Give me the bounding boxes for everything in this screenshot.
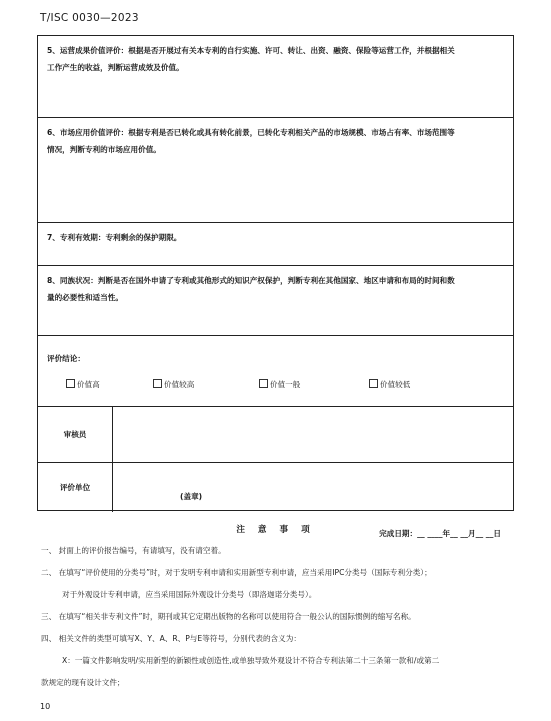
completion-date: 完成日期：__ ____年__ __月__ __日: [379, 529, 501, 538]
option-high-label: 价值高: [77, 380, 100, 389]
option-fairly-high[interactable]: [153, 379, 194, 390]
note-2: 二、 在填写“评价使用的分类号”时，对于发明专利申请和实用新型专利申请，应当采用IPC分类号（国际专利分类）；: [41, 568, 432, 577]
note-4-x: X：一篇文件影响发明/实用新型的新颖性或创造性,或单独导致外观设计不符合专利法第二十三条第一款和/或第二: [62, 656, 440, 665]
item-5-text: [38, 36, 513, 76]
checkbox-icon[interactable]: [153, 379, 162, 388]
item-8-row: [38, 266, 513, 336]
conclusion-label: 评价结论：: [47, 354, 85, 363]
item-8-text: [38, 266, 513, 306]
reviewer-row: [38, 407, 513, 463]
seal-label: (盖章): [180, 492, 203, 501]
option-low-label: 价值较低: [380, 380, 411, 389]
item-6-text: [38, 118, 513, 158]
item-5-line-1: 5、运营成果价值评价：根据是否开展过有关本专利的自行实施、许可、转让、出资、融资、保险等运营工作，并根据相关: [47, 46, 455, 55]
item-6-line-2: 情况，判断专利的市场应用价值。: [47, 145, 161, 154]
document-code: T/ISC 0030—2023: [40, 12, 139, 24]
note-3: 三、 在填写“相关非专利文件”时，期刊或其它定期出版物的名称可以使用符合一般公认的国际惯例的缩写名称。: [41, 612, 416, 621]
item-8-line-2: 量的必要性和适当性。: [47, 293, 123, 302]
item-5-row: [38, 36, 513, 118]
option-average[interactable]: [259, 379, 300, 390]
note-4: 四、 相关文件的类型可填写X、Y、A、R、P与E等符号，分别代表的含义为：: [41, 634, 301, 643]
conclusion-row: [38, 336, 513, 407]
item-7-text: [38, 223, 513, 246]
item-8-line-1: 8、同族状况：判断是否在国外申请了专利或其他形式的知识产权保护，判断专利在其他国家、地区申请和布局的时间和数: [47, 276, 455, 285]
option-average-label: 价值一般: [270, 380, 301, 389]
option-fairly-high-label: 价值较高: [164, 380, 195, 389]
item-7-row: [38, 223, 513, 266]
evaluation-unit-label: 评价单位: [38, 463, 113, 512]
item-6-row: [38, 118, 513, 223]
note-1: 一、 封面上的评价报告编号，有请填写，没有请空着。: [41, 546, 226, 555]
option-low[interactable]: [369, 379, 410, 390]
checkbox-icon[interactable]: [369, 379, 378, 388]
notes-title: 注 意 事 项: [236, 525, 315, 535]
item-6-line-1: 6、市场应用价值评价：根据专利是否已转化或具有转化前景，已转化专利相关产品的市场规模、市场占有率、市场范围等: [47, 128, 455, 137]
note-2-continued: 对于外观设计专利申请，应当采用国际外观设计分类号（即洛迦诺分类号）。: [62, 590, 317, 599]
option-high[interactable]: [66, 379, 100, 390]
page-number: 10: [40, 702, 51, 711]
item-7-line-1: 7、专利有效期：专利剩余的保护期限。: [47, 233, 182, 242]
reviewer-label: 审核员: [38, 407, 113, 462]
item-5-line-2: 工作产生的收益，判断运营成效及价值。: [47, 63, 184, 72]
checkbox-icon[interactable]: [259, 379, 268, 388]
checkbox-icon[interactable]: [66, 379, 75, 388]
note-4-x-continued: 款规定的现有设计文件；: [41, 678, 125, 687]
